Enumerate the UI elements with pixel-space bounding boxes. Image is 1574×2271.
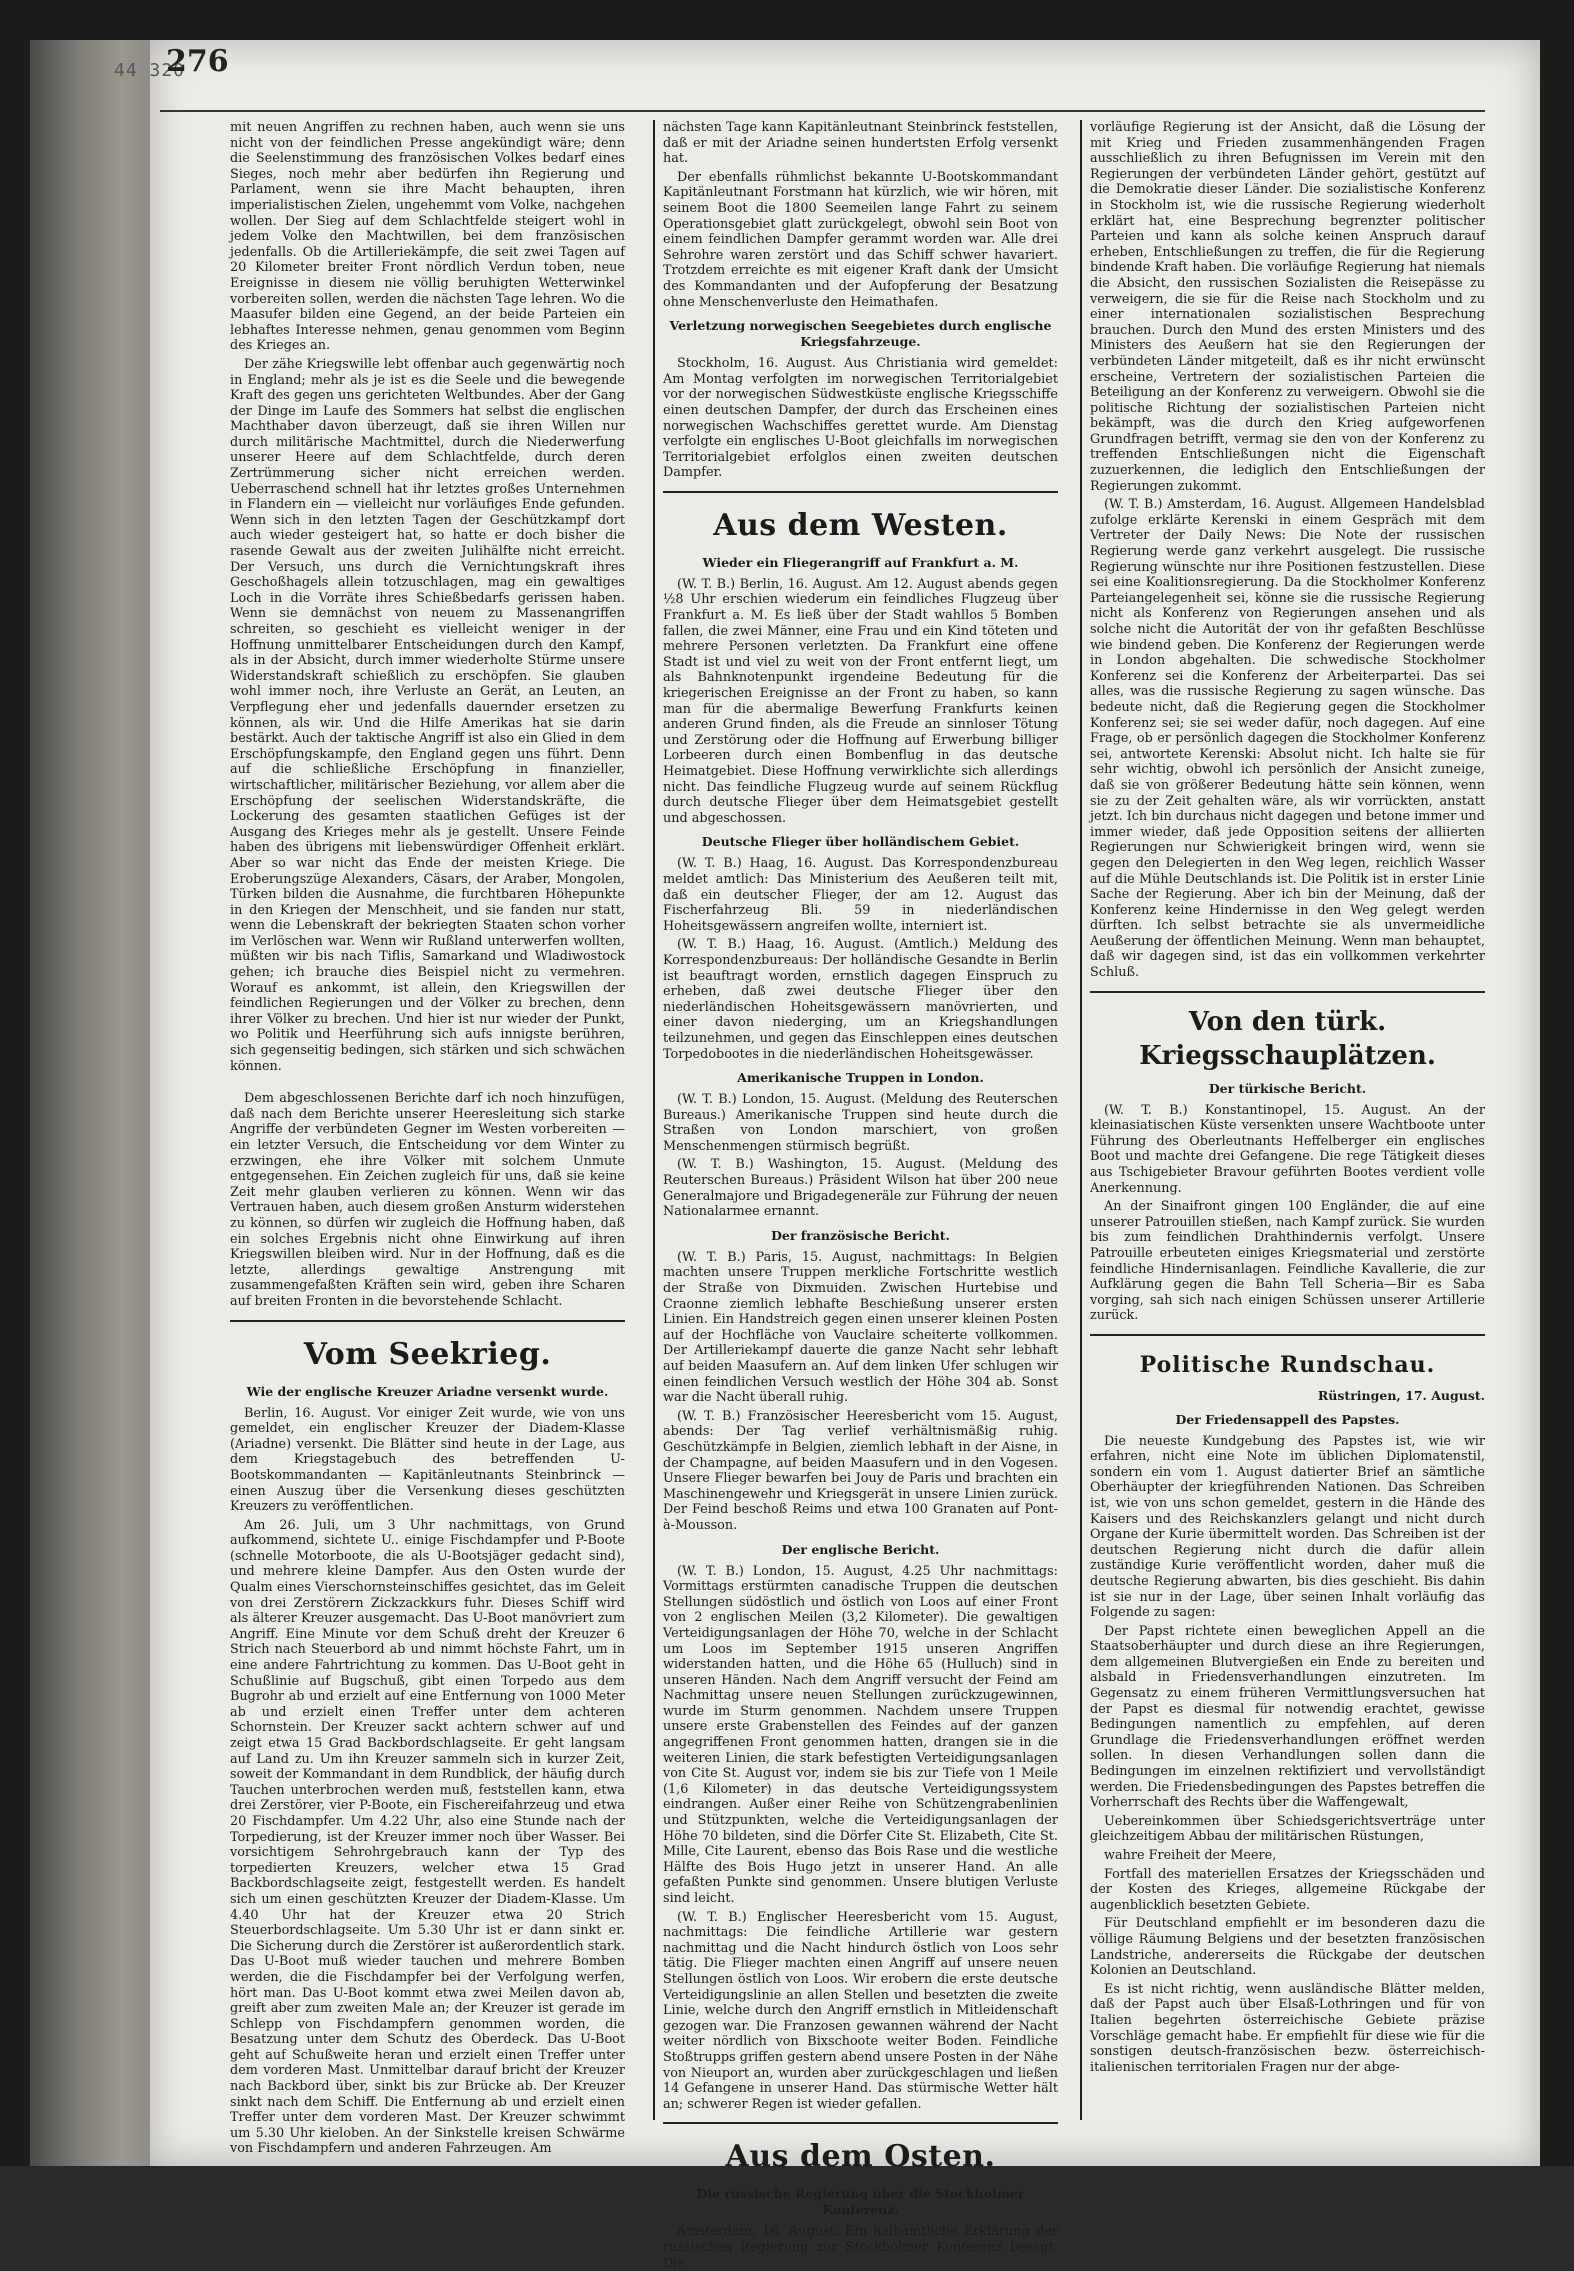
paragraph: (W. T. B.) Paris, 15. August, nachmittags: In Belgien machten unsere Truppen merkliche Fortschritte westlich der Straße von Dixmuiden. Zwischen Hurtebise und Craonne ziemlich lebhafte Beschießung unserer ersten Linien. Ein Handstreich gegen einen unserer kleinen Posten auf der Hochfläche von Vauclaire scheiterte vollkommen. Der Artilleriekampf dauerte die ganze Nacht sehr lebhaft auf beiden Maasufern an. Auf dem linken Ufer schlugen wir einen feindlichen Versuch westlich der Höhe 304 ab. Sonst war die Nacht überall ruhig. [663, 1249, 1058, 1406]
paragraph: Stockholm, 16. August. Aus Christiania wird gemeldet: Am Montag verfolgten im norwegischen Territorialgebiet vor der norwegischen Südwestküste englische Kriegsschiffe einen deutschen Dampfer, der durch das Erscheinen eines norwegischen Wachschiffes gerettet wurde. Am Dienstag verfolgte ein englisches U-Boot gleichfalls im norwegischen Territorialgebiet erfolglos einen zweiten deutschen Dampfer. [663, 356, 1058, 481]
article-headline: Die russische Regierung über die Stockholmer Konferenz. [696, 2186, 1025, 2218]
article-headline: Wie der englische Kreuzer Ariadne versenkt wurde. [246, 1383, 609, 1399]
section-rule [1090, 1334, 1485, 1336]
header-rule [160, 110, 1485, 112]
paragraph: (W. T. B.) Haag, 16. August. Das Korrespondenzbureau meldet amtlich: Das Ministerium des Aeußeren teilt mit, daß ein deutscher Flieger, der am 12. August das Fischerfahrzeug Bli. 59 in niederländischen Hoheitsgewässern angreifen wollte, interniert ist. [663, 856, 1058, 934]
paragraph: An der Sinaifront gingen 100 Engländer, die auf eine unserer Patrouillen stießen, nach Kampf zurück. Sie wurden bis zum feindlichen Drahthindernis verfolgt. Unsere Patrouille erbeuteten einiges Kriegsmaterial und zerstörte feindliche Hindernisanlagen. Feindliche Kavallerie, die zur Aufklärung gegen die Bahn Tell Scheria—Bir es Saba vorging, sah sich nach einigen Schüssen unserer Artillerie zurück. [1090, 1199, 1485, 1324]
article-headline: Der Friedensappell des Papstes. [1175, 1411, 1400, 1427]
paragraph: Der ebenfalls rühmlichst bekannte U-Bootskommandant Kapitänleutnant Forstmann hat kürzlich, wie wir hören, mit seinem Boot die 1800 Seemeilen lange Fahrt zu seinem Operationsgebiet glatt zurückgelegt, obwohl sein Boot von einem feindlichen Dampfer gerammt worden war. Alle drei Sehrohre waren zerstört und das Schiff schwer havariert. Trotzdem erreichte es mit eigener Kraft dank der Umsicht des Kommandanten und der Aufopferung der Besatzung ohne Menschenverluste den Heimathafen. [663, 169, 1058, 310]
newspaper-page [114, 40, 1540, 2271]
paragraph: mit neuen Angriffen zu rechnen haben, auch wenn sie uns nicht von der feindlichen Presse angekündigt wäre; denn die Seelenstimmung des französischen Volkes bedarf eines Sieges, noch mehr aber bedürfen ihn Regierung und Parlament, wenn sie ihre Macht behaupten, ihren imperialistischen Zielen, ungehemmt vom Volke, nachgehen wollen. Der Sieg auf dem Schlachtfelde steigert wohl in jedem Volke den Machtwillen, bei dem französischen jedenfalls. Ob die Artilleriekämpfe, die seit zwei Tagen auf 20 Kilometer breiter Front nördlich Verdun toben, neue Ereignisse in diesem nie völlig beruhigten Wetterwinkel vorbereiten sollen, werden die nächsten Tage lehren. Wo die Maasufer bilden eine Gegend, an der beide Parteien ein lebhaftes Interesse nehmen, genau genommen vom Beginn des Krieges an. [230, 120, 625, 354]
section-heading: Aus dem Osten. [725, 2139, 996, 2175]
section-rule [1090, 991, 1485, 993]
paragraph: Die neueste Kundgebung des Papstes ist, wie wir erfahren, nicht eine Note im üblichen Diplomatenstil, sondern ein vom 1. August datierter Brief an sämtliche Oberhäupter der kriegführenden Nationen. Das Schreiben ist, wie von uns schon gemeldet, gestern in die Hände des Kaisers und des Reichskanzlers gelangt und nicht durch Organe der Kurie übermittelt worden. Das Schreiben ist der deutschen Regierung nicht durch die dafür allein zuständige Kurie veröffentlicht worden, daher muß die deutsche Regierung abwarten, bis dies geschieht. Bis dahin ist sie nur in der Lage, über seinen Inhalt vorläufig das Folgende zu sagen: [1090, 1433, 1485, 1621]
paragraph: (W. T. B.) London, 15. August, 4.25 Uhr nachmittags: Vormittags erstürmten canadische Truppen die deutschen Stellungen südöstlich und östlich von Loos auf einer Front von 2 englischen Meilen (3,2 Kilometer). Die gewaltigen Verteidigungsanlagen der Höhe 70, welche in der Schlacht um Loos im September 1915 unseren Angriffen widerstanden hatten, und die Höhe 65 (Hulluch) sind in unseren Händen. Nach dem Angriff versucht der Feind am Nachmittag unsere neuen Stellungen zurückzugewinnen, wurde im Sturm genommen. Nachdem unsere Truppen unsere erste Grabenstellen des Feindes auf der ganzen angegriffenen Front genommen hatten, drangen sie in die weiteren Linien, die stark befestigten Verteidigungsanlagen von Cite St. August vor, indem sie bis zur Tiefe von 1 Meile (1,6 Kilometer) in das deutsche Verteidigungssystem eindrangen. Außer einer Reihe von Schützengrabenlinien und Stützpunkten, welche die Verteidigungsanlagen der Höhe 70 bildeten, sind die Dörfer Cite St. Elizabeth, Cite St. Mille, Cite Laurent, ebenso das Bois Rase und die westliche Hälfte des Bois Hugo jetzt in unserer Hand. An alle gefaßten Punkte sind genommen. Unsere blutigen Verluste sind leicht. [663, 1563, 1058, 1906]
paragraph: (W. T. B.) London, 15. August. (Meldung des Reuterschen Bureaus.) Amerikanische Truppen sind heute durch die Straßen von London marschiert, von großen Menschenmengen stürmisch begrüßt. [663, 1092, 1058, 1154]
article-headline: Der türkische Bericht. [1208, 1080, 1367, 1096]
section-rule [663, 2122, 1058, 2124]
paragraph: (W. T. B.) Konstantinopel, 15. August. An der kleinasiatischen Küste versenkten unsere Wachtboote unter Führung des Oberleutnants Heffelberger ein englisches Boot und machte drei Gefangene. Die rege Tätigkeit dieses aus Tschigebieter Bravour geführten Bootes verdient volle Anerkennung. [1090, 1102, 1485, 1196]
paragraph: (W. T. B.) Amsterdam, 16. August. Allgemeen Handelsblad zufolge erklärte Kerenski in einem Gespräch mit dem Vertreter der Daily News: Die Note der russischen Regierung werde ganz verkehrt ausgelegt. Die russische Regierung wünschte nur ihre Positionen festzustellen. Diese sei eine Koalitionsregierung. Da die Stockholmer Konferenz Parteiangelegenheit sei, könne sie die russische Regierung nicht als Konferenz von Regierungen ansehen und als solche nicht die Autorität der von ihr gefaßten Beschlüsse wie bindend geben. Die Konferenz der Regierungen werde in London abgehalten. Die schwedische Stockholmer Konferenz sei die Konferenz der Arbeiterpartei. Das sei alles, was die russische Regierung zu sagen wünsche. Das bedeute nicht, daß die Regierung gegen die Stockholmer Konferenz sei; sie sei weder dafür, noch dagegen. Auf eine Frage, ob er persönlich dagegen die Stockholmer Konferenz sei, antwortete Kerenski: Absolut nicht. Ich halte sie für sehr wichtig, obwohl ich persönlich der Ansicht zuneige, daß sie von größerer Bedeutung hätte sein können, wenn sie zu der Zeit gehalten wäre, als wir vorrückten, anstatt jetzt. Ich bin durchaus nicht dagegen und betone immer und immer wieder, daß jede Opposition seitens der alliierten Regierungen nur Schwierigkeit bringen wird, wenn sie gegen den Delegierten in den Weg legen, reichlich Wasser auf die Mühle Deutschlands ist. Die Politik ist in erster Linie Sache der Regierung. Aber ich bin der Meinung, daß der Konferenz keine Hindernisse in den Weg gelegt werden dürften. Ich selbst betrachte sie als unvermeidliche Aeußerung der öffentlichen Meinung. Wenn man behauptet, daß wir dagegen sind, ist das ein vollkommen verkehrter Schluß. [1090, 497, 1485, 981]
paragraph: (W. T. B.) Haag, 16. August. (Amtlich.) Meldung des Korrespondenzbureaus: Der holländische Gesandte in Berlin ist beauftragt worden, ernstlich dagegen Einspruch zu erheben, daß zwei deutsche Flieger über den niederländischen Hoheitsgewässern manövrierten, und einer davon niederging, um an Kriegshandlungen teilzunehmen, und gegen das Einschleppen eines deutschen Torpedobootes in die niederländischen Hoheitsgewässer. [663, 937, 1058, 1062]
paragraph: Amsterdam, 16. August. Ein halbamtliche Erklärung der russischen Regierung zur Stockholmer Konferenz besagt: Die [663, 2224, 1058, 2271]
paragraph: Uebereinkommen über Schiedsgerichtsverträge unter gleichzeitigem Abbau der militärischen Rüstungen, [1090, 1813, 1485, 1845]
article-headline: Verletzung norwegischen Seegebietes durch englische Kriegsfahrzeuge. [669, 318, 1052, 350]
paragraph: nächsten Tage kann Kapitänleutnant Steinbrinck feststellen, daß er mit der Ariadne seinen hundertsten Erfolg versenkt hat. [663, 120, 1058, 167]
paragraph: Der zähe Kriegswille lebt offenbar auch gegenwärtig noch in England; mehr als je ist es die Seele und die bewegende Kraft des gegen uns gerichteten Weltbundes. Aber der Gang der Dinge im Laufe des Sommers hat selbst die englischen Machthaber davon überzeugt, daß sie ihren Willen nur durch militärische Machtmittel, durch die Niederwerfung unserer Heere auf dem Schlachtfelde, durch deren Zertrümmerung sicher nicht erreichen werden. Ueberraschend schnell hat ihr letztes großes Unternehmen in Flandern ein — vielleicht nur vorläufiges Ende gefunden. Wenn sich in den letzten Tagen der Geschützkampf dort auch wieder gesteigert hat, so hatte er doch bisher die rasende Gewalt aus der zweiten Julihälfte nicht erreicht. Der Versuch, uns durch die Vernichtungskraft ihres Geschoßhagels allein totzuschlagen, mag ein gewaltiges Loch in die Vorräte ihres Schießbedarfs gerissen haben. Wenn sie demnächst von neuem zu Massenangriffen schreiten, so geschieht es vielleicht weniger in der Hoffnung unmittelbarer Entscheidungen durch den Kampf, als in der Absicht, durch immer wiederholte Stürme unsere Widerstandskraft schießlich zu erschöpfen. Sie glauben wohl immer noch, ihre Verluste an Gerät, an Leuten, an Verpflegung eher und jedenfalls dauernder ersetzen zu können, als wir. Und die Hilfe Amerikas hat sie darin bestärkt. Auch der taktische Angriff ist also ein Glied in dem Erschöpfungskampfe, den England gegen uns führt. Denn auf die schließliche Erschöpfung in finanzieller, wirtschaftlicher, militärischer Beziehung, vor allem aber die Erschöpfung der seelischen Widerstandskräfte, die Lockerung des gesamten staatlichen Gefüges ist der Ausgang des Krieges mehr als je gestellt. Unsere Feinde haben des übrigens mit liebenswürdiger Offenheit erklärt. Aber so war nicht das Ende der meisten Kriege. Die Eroberungszüge Alexanders, Cäsars, der Araber, Mongolen, Türken bilden die Ausnahme, die furchtbaren Höhepunkte in den Kriegen der Menschheit, und sie fanden nur statt, wenn die Lebenskraft der bekriegten Staaten schon vorher im Verlöschen war. Wenn wir Rußland unterwerfen wollten, müßten wir bis nach Tiflis, Samarkand und Wladiwostock gehen; ich brauche dies Beispiel nicht zu vermehren. Worauf es ankommt, ist allein, den Kriegswillen der feindlichen Regierungen und der Völker zu brechen, denn ihrer Völker zu brechen. Und hier ist nur wieder der Punkt, wo Politik und Heerführung sich aufs innigste berühren, sich gegenseitig bedingen, sich stärken und sich schwächen können. [230, 356, 625, 1074]
paragraph: Berlin, 16. August. Vor einiger Zeit wurde, wie von uns gemeldet, ein englischer Kreuzer der Diadem-Klasse (Ariadne) versenkt. Die Blätter sind heute in der Lage, aus dem Kriegstagebuch des betreffenden U-Bootskommandanten — Kapitänleutnants Steinbrinck — einen Auszug über die Versenkung dieses geschützten Kreuzers zu veröffentlichen. [230, 1405, 625, 1515]
paragraph: wahre Freiheit der Meere, [1104, 1848, 1277, 1863]
page-number: 276 [166, 44, 229, 79]
paragraph: Für Deutschland empfiehlt er im besonderen dazu die völlige Räumung Belgiens und der besetzten französischen Landstriche, andererseits die Rückgabe der deutschen Kolonien an Deutschland. [1090, 1916, 1485, 1979]
paragraph: Der Papst richtete einen beweglichen Appell an die Staatsoberhäupter und durch diese an ihre Regierungen, dem allgemeinen Blutvergießen ein Ende zu bereiten und alsbald in Friedensverhandlungen einzutreten. Im Gegensatz zu einem früheren Vermittlungsversuchen hat der Papst es diesmal für notwendig erachtet, gewisse Bedingungen namentlich zu empfehlen, auf deren Grundlage die Friedensverhandlungen eröffnet werden sollen. In diesen Verhandlungen sollen dann die Bedingungen im einzelnen rektifiziert und vervollständigt werden. Die Friedensbedingungen des Papstes betreffen die Vorherrschaft des Rechts über die Waffengewalt, [1090, 1623, 1485, 1811]
section-heading: Aus dem Westen. [713, 507, 1008, 543]
paragraph: (W. T. B.) Französischer Heeresbericht vom 15. August, abends: Der Tag verlief verhältnismäßig ruhig. Geschützkämpfe in Belgien, ziemlich lebhaft in der Aisne, in der Champagne, auf beiden Maasufern und in den Vogesen. Unsere Flieger bewarfen bei Jouy de Paris und brachten ein Maschinengewehr und Kriegsgerät in unsere Linien zurück. Der Feind beschoß Reims und etwa 100 Granaten auf Pont-à-Mousson. [663, 1408, 1058, 1533]
dateline: Rüstringen, 17. August. [1317, 1387, 1485, 1403]
paragraph: Es ist nicht richtig, wenn ausländische Blätter melden, daß der Papst auch über Elsaß-Lothringen und für von Italien begehrten österreichische Gebiete präzise Vorschläge gemacht habe. Er empfiehlt für diese wie für die sonstigen deutsch-französischen bezw. österreichisch-italienischen territorialen Fragen nur der abge- [1090, 1981, 1485, 2075]
section-rule [663, 491, 1058, 493]
article-headline: Der französische Bericht. [771, 1227, 950, 1243]
paragraph: vorläufige Regierung ist der Ansicht, daß die Lösung der mit Krieg und Frieden zusammenhängenden Fragen ausschließlich zu ihren Befugnissen im Verein mit den Regierungen der verbündeten Länder gehört, gestützt auf die Demokratie dieser Länder. Die sozialistische Konferenz in Stockholm ist, wie die russische Regierung wiederholt erklärt hat, eine Besprechung begrenzter politischer Parteien und kann als solche keinen Anspruch darauf erheben, Entschließungen zu treffen, die für die Regierung bindende Kraft haben. Die vorläufige Regierung hat niemals die Absicht, den russischen Sozialisten die Reisepässe zu verweigern, die sie für die Reise nach Stockholm und zu einer internationalen sozialistischen Besprechung brauchen. Durch den Mund des ersten Ministers und des Ministers des Aeußern hat sie den Regierungen der verbündeten Länder mitgeteilt, daß es ihr nicht erwünscht erscheine, Vertretern der sozialistischen Parteien die Beteiligung an der Konferenz zu verweigern. Obwohl sie die politische Richtung der sozialistischen Parteien nicht bekämpft, was die durch den Krieg aufgeworfenen Grundfragen betrifft, vermag sie den von der Konferenz zu treffenden Entschließungen nicht die Eigenschaft zuzuerkennen, die lediglich den Entschließungen der Regierungen zukommt. [1090, 120, 1485, 494]
book-binding [30, 40, 150, 2166]
article-headline: Deutsche Flieger über holländischem Gebiet. [701, 834, 1020, 850]
paragraph: (W. T. B.) Englischer Heeresbericht vom 15. August, nachmittags: Die feindliche Artillerie war gestern nachmittag und die Nacht hindurch östlich von Loos sehr tätig. Die Flieger machten einen Angriff auf unsere neuen Stellungen östlich von Loos. Wir erobern die erste deutsche Verteidigungslinie an allen Stellen und besetzten die zweite Linie, welche durch den Angriff ernstlich in Mitleidenschaft gezogen war. Die Franzosen gewannen während der Nacht weiter nördlich von Bixschoote weiter Boden. Feindliche Stoßtrupps griffen gestern abend unsere Posten in der Nähe von Nieuport an, wurden aber zurückgeschlagen und ließen 14 Gefangene in unserer Hand. Das stürmische Wetter hält an; schwerer Regen ist wieder gefallen. [663, 1909, 1058, 2112]
article-headline: Der englische Bericht. [781, 1541, 940, 1557]
column-separator [653, 120, 655, 2120]
pencil-annotation: 44 320 [114, 60, 186, 81]
column-separator [1080, 120, 1082, 2120]
paragraph: Fortfall des materiellen Ersatzes der Kriegsschäden und der Kosten des Krieges, allgemeine Rückgabe der augenblicklich besetzten Gebiete. [1090, 1866, 1485, 1913]
section-heading: Politische Rundschau. [1139, 1351, 1436, 1378]
section-heading: Vom Seekrieg. [303, 1336, 552, 1372]
paragraph: (W. T. B.) Berlin, 16. August. Am 12. August abends gegen ½8 Uhr erschien wiederum ein feindliches Flugzeug über Frankfurt a. M. Es ließ über der Stadt wahllos 5 Bomben fallen, die zwei Männer, eine Frau und ein Kind töteten und mehrere Personen verletzten. Da Frankfurt eine offene Stadt ist und viel zu weit von der Front entfernt liegt, um als Bahnknotenpunkt irgendeine Bedeutung für die kriegerischen Ereignisse an der Front zu haben, so kann man für die abermalige Bewerfung Frankfurts keinen anderen Grund finden, als die Freude an sinnloser Tötung und Zerstörung oder die Hoffnung auf Erwerbung billiger Lorbeeren durch einen Bombenflug in das deutsche Heimatgebiet. Diese Hoffnung verwirklichte sich allerdings nicht. Das feindliche Flugzeug wurde auf seinem Rückflug durch deutsche Flieger über dem Heimatsgebiet gestellt und abgeschossen. [663, 576, 1058, 826]
section-rule [230, 1320, 625, 1322]
paragraph: Am 26. Juli, um 3 Uhr nachmittags, von Grund aufkommend, sichtete U.. einige Fischdampfer und P-Boote (schnelle Motorboote, die als U-Bootsjäger gedacht sind), und mehrere kleine Dampfer. Aus den Osten wurde der Qualm eines Vierschornsteinschiffes gesichtet, das im Geleit von drei Zerstörern Zickzackkurs fuhr. Dieses Schiff wird als älterer Kreuzer ausgemacht. Das U-Boot manövriert zum Angriff. Eine Minute vor dem Schuß dreht der Kreuzer 6 Strich nach Steuerbord ab und nimmt höchste Fahrt, um in eine andere Fahrtrichtung zu kommen. Das U-Boot geht in Schußlinie auf Bugschuß, gibt einen Torpedo aus dem Bugrohr ab und erzielt auf eine Entfernung von 1000 Meter ab und erzielt einen Treffer unter dem achteren Schornstein. Der Kreuzer sackt achtern schwer auf und zeigt etwa 15 Grad Backbordschlagseite. Er geht langsam auf Land zu. Um ihn Kreuzer sammeln sich in kurzer Zeit, soweit der Kommandant in dem Rundblick, der häufig durch Tauchen unterbrochen werden muß, feststellen kann, etwa drei Zerstörer, vier P-Boote, ein Fischereifahrzeug und etwa 20 Fischdampfer. Um 4.22 Uhr, also eine Stunde nach der Torpedierung, ist der Kreuzer immer noch über Wasser. Bei vorsichtigem Sehrohrgebrauch kann der Typ des torpedierten Kreuzers, welcher etwa 15 Grad Backbordschlagseite zeigt, festgestellt werden. Es handelt sich um einen geschützten Kreuzer der Diadem-Klasse. Um 4.40 Uhr hat der Kreuzer etwa 20 Strich Steuerbordschlagseite. Um 5.30 Uhr ist er dann sinkt er. Die Sicherung durch die Zerstörer ist außerordentlich stark. Das U-Boot muß wieder tauchen und mehrere Bomben werden, die die Fischdampfer bei der Verfolgung werfen, hört man. Das U-Boot kommt etwa zwei Meilen davon ab, greift aber zum zweiten Male an; der Kreuzer ist gerade im Schlepp von Fischdampfern genommen worden, die Besatzung unter dem Schutz des Oberdeck. Das U-Boot geht auf Schußweite heran und erzielt einen Treffer unter dem vorderen Mast. Unmittelbar darauf bricht der Kreuzer nach Backbord über, sinkt bis zur Brücke ab. Der Kreuzer sinkt nach dem Schiff. Die Entfernung ab und erzielt einen Treffer unter dem vorderen Mast. Der Kreuzer schwimmt um 5.30 Uhr kieloben. An der Sinkstelle kreisen Schwärme von Fischdampfern und anderen Fahrzeugen. Am [230, 1517, 625, 2157]
column-1 [230, 120, 625, 2157]
paragraph: Dem abgeschlossenen Berichte darf ich noch hinzufügen, daß nach dem Berichte unserer Heeresleitung sich starke Angriffe der verbündeten Gegner im Westen vorbereiten — ein letzter Versuch, die Entscheidung vor dem Winter zu erzwingen, ehe ihre Völker mit solchem Unmute entgegensehen. Ein Zeichen zugleich für uns, daß sie keine Zeit mehr glauben verlieren zu können. Wenn wir das Vertrauen haben, auch diesem großen Ansturm widerstehen zu können, so dürfen wir zugleich die Hoffnung haben, daß ein solches Ergebnis nicht ohne Einwirkung auf ihren Kriegswillen bleiben wird. Nur in der Hoffnung, daß es die letzte, allerdings gewaltige Anstrengung mit zusammengefaßten Kräften sein wird, geben ihre Scharen auf breiten Fronten in die bevorstehende Schlacht. [230, 1091, 625, 1309]
article-headline: Wieder ein Fliegerangriff auf Frankfurt a. M. [702, 554, 1019, 570]
column-2 [663, 120, 1058, 2271]
article-headline: Amerikanische Truppen in London. [737, 1070, 984, 1086]
section-heading: Von den türk. Kriegsschauplätzen. [1139, 1006, 1436, 1071]
column-3 [1090, 120, 1485, 2130]
paragraph: (W. T. B.) Washington, 15. August. (Meldung des Reuterschen Bureaus.) Präsident Wilson hat über 200 neue Generalmajore und Brigadegeneräle zur Führung der neuen Nationalarmee ernannt. [663, 1157, 1058, 1220]
